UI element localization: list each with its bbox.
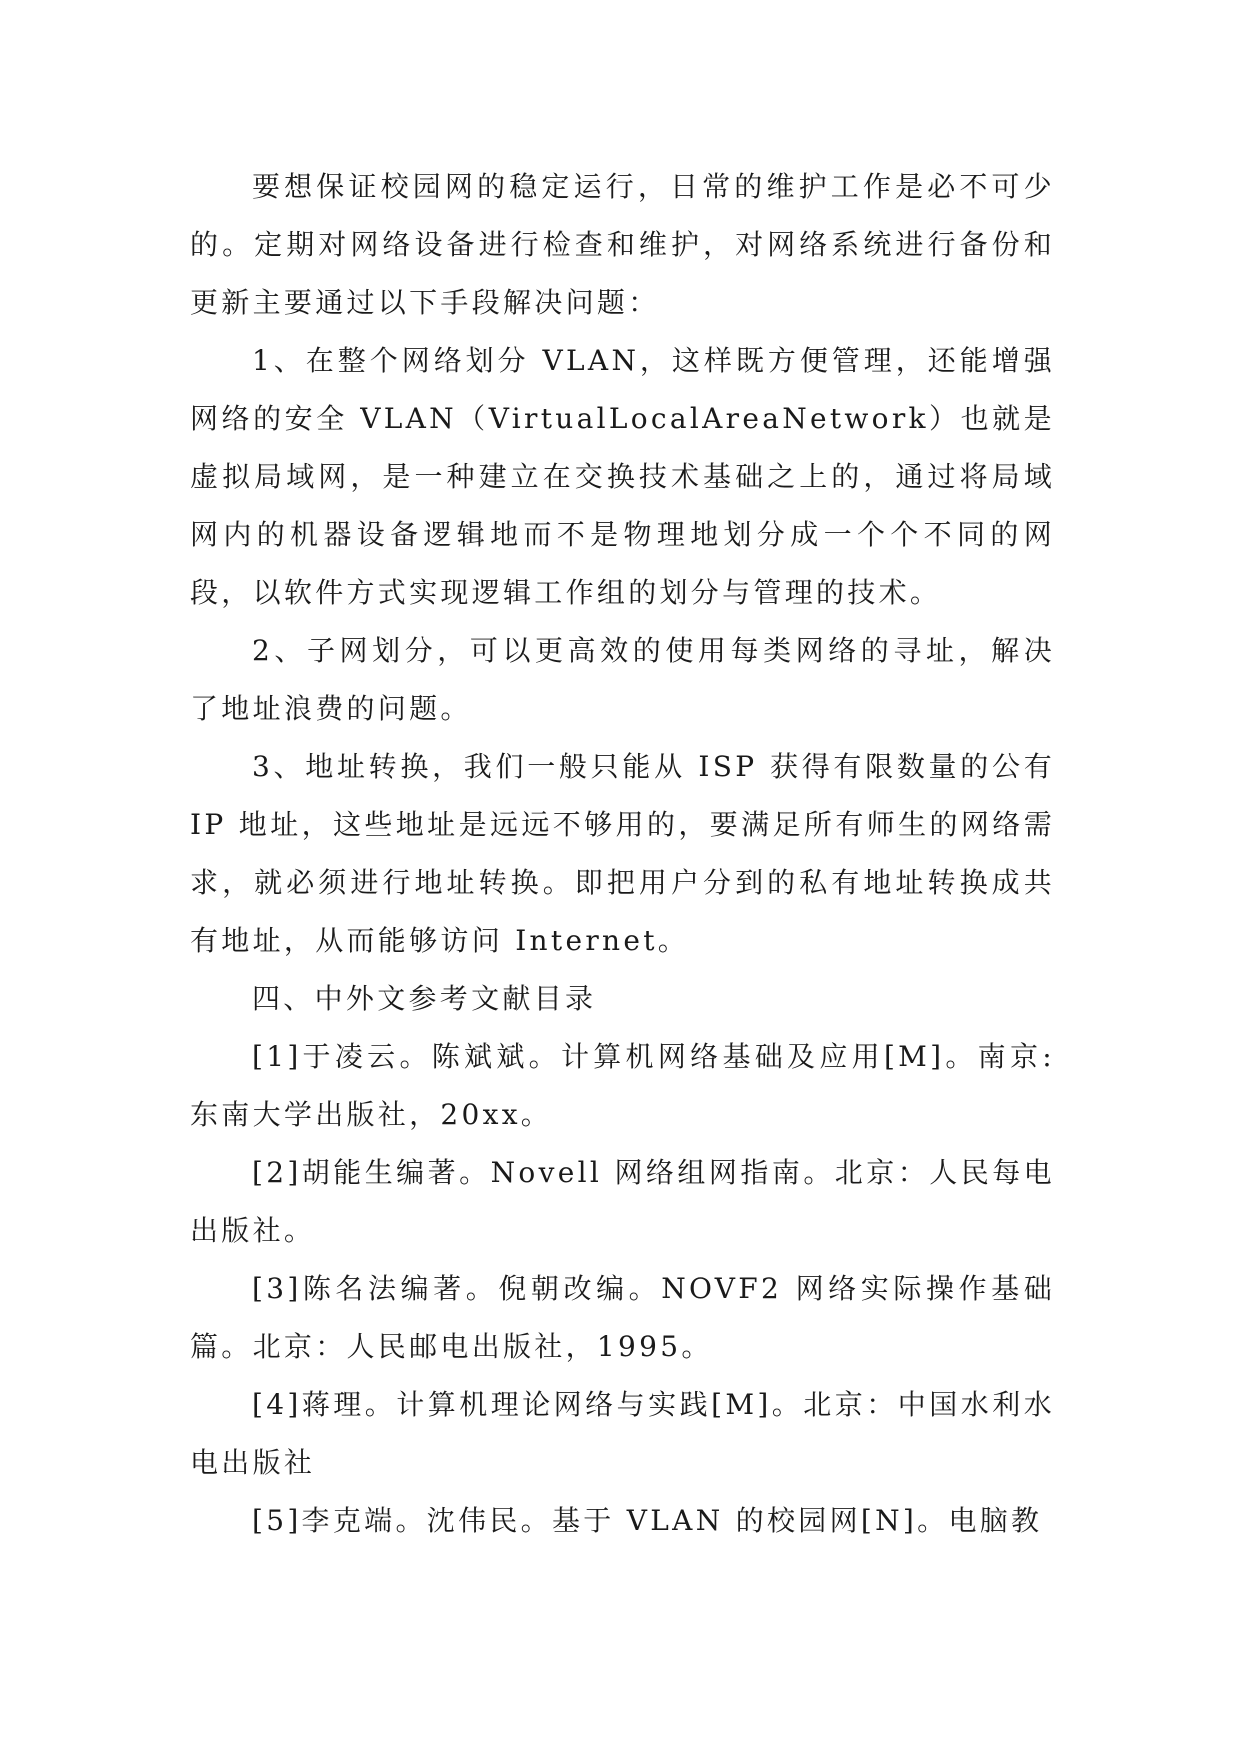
- paragraph-subnetting: 2、子网划分，可以更高效的使用每类网络的寻址，解决了地址浪费的问题。: [190, 634, 1055, 725]
- reference-item-5: [5]李克端。沈伟民。基于 VLAN 的校园网[N]。电脑教: [252, 1504, 1043, 1537]
- document-body: [190, 158, 1055, 1550]
- paragraph-maintenance-intro: 要想保证校园网的稳定运行，日常的维护工作是必不可少的。定期对网络设备进行检查和维护，对网络系统进行备份和更新主要通过以下手段解决问题：: [190, 170, 1055, 319]
- reference-item-1: [1]于凌云。陈斌斌。计算机网络基础及应用[M]。南京:东南大学出版社，20xx。: [190, 1040, 1055, 1131]
- reference-item-2: [2]胡能生编著。Novell 网络组网指南。北京：人民每电出版社。: [190, 1156, 1055, 1247]
- references-heading: 四、中外文参考文献目录: [252, 982, 597, 1015]
- paragraph-address-translation: 3、地址转换，我们一般只能从 ISP 获得有限数量的公有 IP 地址，这些地址是远远不够用的，要满足所有师生的网络需求，就必须进行地址转换。即把用户分到的私有地址转换成共有地址，从而能够访问 Internet。: [190, 750, 1055, 957]
- reference-item-3: [3]陈名法编著。倪朝改编。NOVF2 网络实际操作基础篇。北京：人民邮电出版社，1995。: [190, 1272, 1055, 1363]
- reference-item-4: [4]蒋理。计算机理论网络与实践[M]。北京：中国水利水电出版社: [190, 1388, 1055, 1479]
- paragraph-vlan: 1、在整个网络划分 VLAN，这样既方便管理，还能增强网络的安全 VLAN（VirtualLocalAreaNetwork）也就是虚拟局域网，是一种建立在交换技术基础之上的，通过将局域网内的机器设备逻辑地而不是物理地划分成一个个不同的网段，以软件方式实现逻辑工作组的划分与管理的技术。: [190, 344, 1055, 609]
